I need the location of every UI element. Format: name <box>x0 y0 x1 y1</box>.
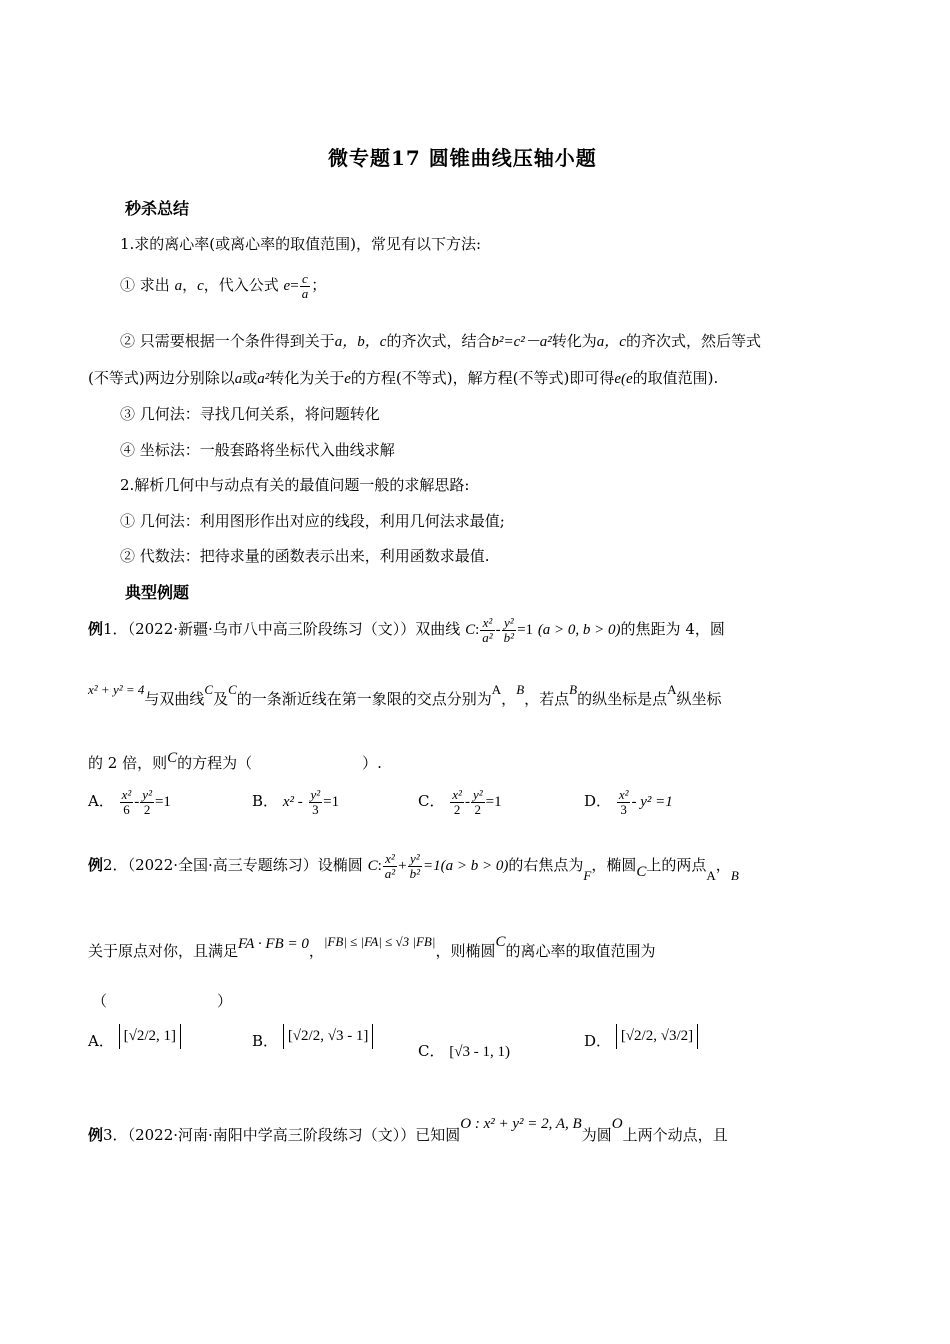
example-1-option-b[interactable]: B． x² - $\frac{\text{y²}}{3}$ =1 <box>252 787 340 817</box>
option-d-interval: [√2/2, √3/2] <box>616 1024 698 1049</box>
page-title: 微专题17 圆锥曲线压轴小题 <box>328 146 597 170</box>
example-2-option-a[interactable]: A． [√2/2, 1] <box>88 1030 181 1055</box>
approach-1: ① 几何法：利用图形作出对应的线段，利用几何法求最值; <box>120 512 505 530</box>
section-heading-summary: 秒杀总结 <box>125 199 190 218</box>
example-2-line-2: 关于原点对你，且满足FA · FB = 0，|FB| ≤ |FA| ≤ √3 |FB|，则椭圆C的离心率的取值范围为 <box>88 934 656 960</box>
paragraph-1: 1.求的离心率(或离心率的取值范围)，常见有以下方法: <box>120 235 482 253</box>
example-1-option-d[interactable]: D． $\frac{\text{x²}}{3}$ - y² =1 <box>584 787 673 817</box>
method-2-line-1: ② 只需要根据一个条件得到关于a，b，c的齐次式，结合b²=c²－a²转化为a，c的齐次式，然后等式 <box>120 332 761 350</box>
method-3: ③ 几何法：寻找几何关系，将问题转化 <box>120 405 380 423</box>
section-heading-examples: 典型例题 <box>125 583 190 602</box>
example-1-line-2: x² + y² = 4与双曲线C及C的一条渐近线在第一象限的交点分别为A，B，若点B的纵坐标是点A纵坐标 <box>88 682 722 708</box>
example-2-option-c[interactable]: C． [√3 - 1, 1) <box>418 1042 510 1060</box>
example-2-option-b[interactable]: B． [√2/2, √3 - 1] <box>252 1030 373 1055</box>
option-c-interval: [√3 - 1, 1) <box>449 1044 510 1060</box>
example-2-option-d[interactable]: D． [√2/2, √3/2] <box>584 1030 698 1055</box>
example-2-answer-blank: （ ） <box>92 992 233 1010</box>
example-1-option-c[interactable]: C． $\frac{\text{x²}}{2}$ - $\frac{\text{y²}}{2}$ =1 <box>418 787 502 817</box>
example-1-option-a[interactable]: A． $\frac{\text{x²}}{6}$ - $\frac{\text{y²}}{2}$ =1 <box>88 787 171 817</box>
example-2-line-1: 例2．（2022·全国·高三专题练习）设椭圆 C: $\frac{\text{x²}}{\text{a²}}$ + $\frac{\text{y²}}{\text{b²}}$ =1(a > b > 0)的右焦点为F，椭圆C上的两点A，B <box>88 851 739 884</box>
paragraph-2: 2.解析几何中与动点有关的最值问题一般的求解思路: <box>120 476 470 494</box>
method-4: ④ 坐标法：一般套路将坐标代入曲线求解 <box>120 441 395 459</box>
method-1: ① 求出 a，c，代入公式 e= $\frac{c}{a}$ ； <box>120 271 327 301</box>
option-a-interval: [√2/2, 1] <box>119 1024 181 1049</box>
example-1-line-1: 例1．（2022·新疆·乌市八中高三阶段练习（文））双曲线 C: $\frac{\text{x²}}{\text{a²}}$ - $\frac{\text{y²}}{\text{b²}}$ =1 (a > 0, b > 0)的焦距为 4，圆 <box>88 615 725 645</box>
method-2-line-2: (不等式)两边分别除以a或a²转化为关于e的方程(不等式)，解方程(不等式)即可得e(e的取值范围). <box>88 369 719 387</box>
fraction-c-over-a: $\frac{c}{a}$ <box>301 271 309 301</box>
example-1-line-3: 的 2 倍，则C的方程为（ ）. <box>88 750 382 772</box>
example-3-line-1: 例3．（2022·河南·南阳中学高三阶段练习（文））已知圆O : x² + y² = 2, A, B为圆O上两个动点，且 <box>88 1116 728 1144</box>
option-b-interval: [√2/2, √3 - 1] <box>283 1024 374 1049</box>
approach-2: ② 代数法：把待求量的函数表示出来，利用函数求最值. <box>120 547 490 565</box>
